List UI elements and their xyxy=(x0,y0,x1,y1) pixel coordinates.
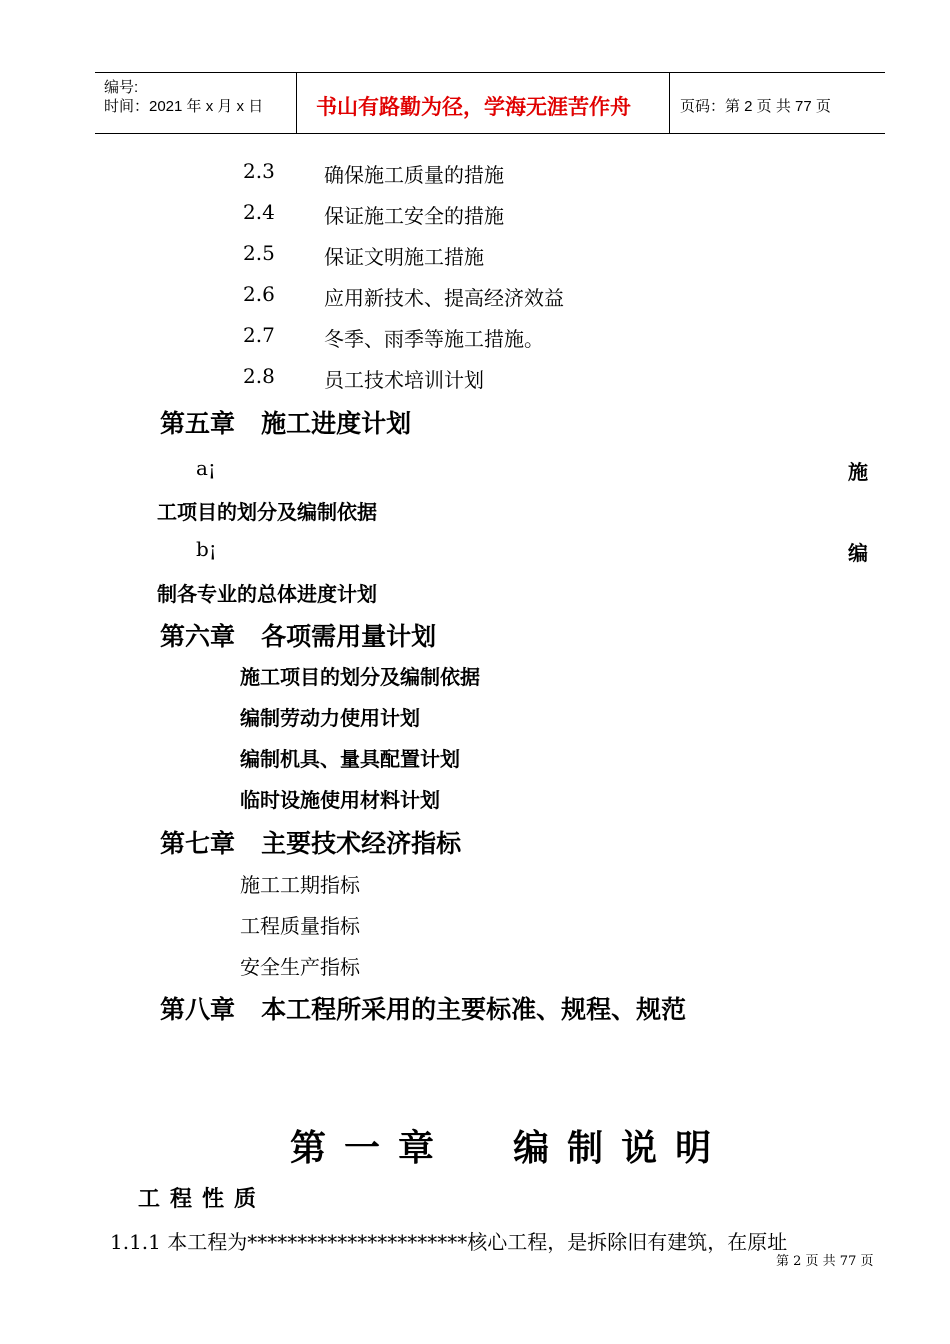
header-divider-left xyxy=(296,72,297,134)
toc-item-text: 应用新技术、提高经济效益 xyxy=(324,286,564,310)
body-paragraph: 1.1.1 本工程为**********************核心工程，是拆除旧有建筑，在原址 xyxy=(110,1230,788,1254)
chapter-7-item: 施工工期指标 xyxy=(240,873,360,897)
chapter-5-item-b-marker: b¡ xyxy=(196,537,217,561)
toc-item-text: 保证文明施工措施 xyxy=(324,245,484,269)
toc-item-number: 2.5 xyxy=(243,241,275,265)
chapter-6-item: 编制劳动力使用计划 xyxy=(240,706,420,730)
toc-item-number: 2.4 xyxy=(243,200,275,224)
chapter-6-item: 临时设施使用材料计划 xyxy=(240,788,440,812)
header-bottom-rule xyxy=(95,133,885,134)
chapter-5-item-b-right-char: 编 xyxy=(848,541,868,565)
header-divider-right xyxy=(669,72,670,134)
toc-item-number: 2.7 xyxy=(243,323,275,347)
chapter-5-heading: 第五章 施工进度计划 xyxy=(160,409,412,438)
header-page-label: 页码：第 2 页 共 77 页 xyxy=(680,98,831,115)
chapter-6-item: 施工项目的划分及编制依据 xyxy=(240,665,480,689)
footer-page-label: 第 2 页 共 77 页 xyxy=(776,1254,874,1269)
chapter-5-item-a-right-char: 施 xyxy=(848,460,868,484)
toc-item-number: 2.8 xyxy=(243,364,275,388)
section-title: 工程性质 xyxy=(138,1187,267,1212)
chapter-5-item-a-text: 工项目的划分及编制依据 xyxy=(157,500,377,524)
chapter-8-heading: 第八章 本工程所采用的主要标准、规程、规范 xyxy=(160,995,687,1024)
toc-item-text: 保证施工安全的措施 xyxy=(324,204,504,228)
chapter-6-item: 编制机具、量具配置计划 xyxy=(240,747,460,771)
toc-item-text: 确保施工质量的措施 xyxy=(324,163,504,187)
chapter-7-heading: 第七章 主要技术经济指标 xyxy=(160,829,462,858)
header-time-label: 时间：2021 年 x 月 x 日 xyxy=(104,98,264,115)
toc-item-number: 2.6 xyxy=(243,282,275,306)
chapter-5-item-b-text: 制各专业的总体进度计划 xyxy=(157,582,377,606)
chapter-5-item-a-marker: a¡ xyxy=(196,456,216,480)
chapter-7-item: 安全生产指标 xyxy=(240,955,360,979)
header-motto: 书山有路勤为径，学海无涯苦作舟 xyxy=(316,95,631,119)
toc-item-text: 冬季、雨季等施工措施。 xyxy=(324,327,544,351)
chapter-6-heading: 第六章 各项需用量计划 xyxy=(160,622,437,651)
toc-item-number: 2.3 xyxy=(243,159,275,183)
toc-item-text: 员工技术培训计划 xyxy=(324,368,484,392)
chapter-7-item: 工程质量指标 xyxy=(240,914,360,938)
header-number-label: 编号: xyxy=(104,79,139,96)
header-top-rule xyxy=(95,72,885,73)
chapter-1-title: 第一章 编制说明 xyxy=(290,1128,730,1169)
